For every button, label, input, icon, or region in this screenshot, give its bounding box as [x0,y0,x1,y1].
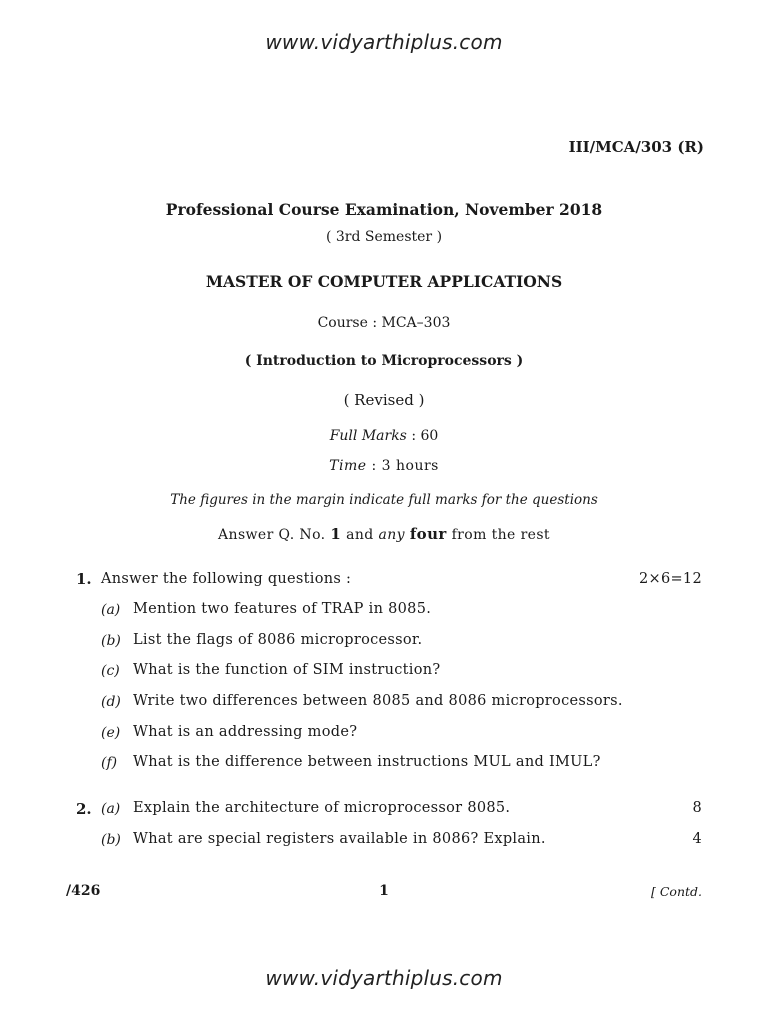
course-code: Course : MCA–303 [317,315,451,331]
footer-paper-number: /426 [66,883,101,899]
question-1f-label: (f) [101,755,118,771]
question-2-number: 2. [76,800,92,818]
page-number: 1 [379,883,389,899]
answer-instruction [0,525,768,543]
instruction-note: The figures in the margin indicate full marks for the questions [170,492,598,508]
semester: ( 3rd Semester ) [325,229,443,245]
question-1e-text: What is an addressing mode? [133,724,358,740]
exam-title: Professional Course Examination, November 2018 [165,200,603,219]
question-2b-label: (b) [101,832,121,848]
subject-title: ( Introduction to Microprocessors ) [244,353,524,369]
question-1b-label: (b) [101,633,121,649]
question-2a-label: (a) [101,801,121,817]
question-2b-marks: 4 [692,831,702,847]
instruction-qnum: 1 [330,525,342,543]
question-1a-text: Mention two features of TRAP in 8085. [133,601,432,617]
question-1b-text: List the flags of 8086 microprocessor. [133,632,423,648]
program-title: MASTER OF COMPUTER APPLICATIONS [205,272,563,291]
instruction-any: any [378,527,405,543]
instruction-rest: from the rest [451,527,550,543]
full-marks [0,428,768,444]
continued-label: [ Contd. [651,884,702,899]
question-1e-label: (e) [101,725,121,741]
watermark-top: www.vidyarthiplus.com [265,30,503,54]
question-1c-label: (c) [101,663,120,679]
full-marks-label: Full Marks [329,428,407,444]
time-allowed [0,458,768,474]
full-marks-value: : 60 [411,428,439,444]
question-2a-text: Explain the architecture of microprocessor 8085. [133,800,511,816]
time-label: Time [329,458,367,474]
time-value: : 3 hours [371,458,439,474]
question-1-number: 1. [76,570,92,588]
question-1c-text: What is the function of SIM instruction? [133,662,441,678]
revised-label: ( Revised ) [343,391,425,409]
question-1d-label: (d) [101,694,121,710]
question-1a-label: (a) [101,602,121,618]
instruction-four: four [409,525,447,543]
question-1d-text: Write two differences between 8085 and 8086 microprocessors. [133,693,623,709]
question-2b-text: What are special registers available in 8086? Explain. [133,831,546,847]
question-1f-text: What is the difference between instructions MUL and IMUL? [133,754,601,770]
instruction-and: and [346,527,374,543]
question-2a-marks: 8 [692,800,702,816]
instruction-text: Answer Q. No. [218,527,326,543]
watermark-bottom: www.vidyarthiplus.com [265,966,503,990]
question-1-text: Answer the following questions : [101,571,352,587]
paper-code: III/MCA/303 (R) [568,138,704,156]
question-1-marks: 2×6=12 [638,571,702,587]
